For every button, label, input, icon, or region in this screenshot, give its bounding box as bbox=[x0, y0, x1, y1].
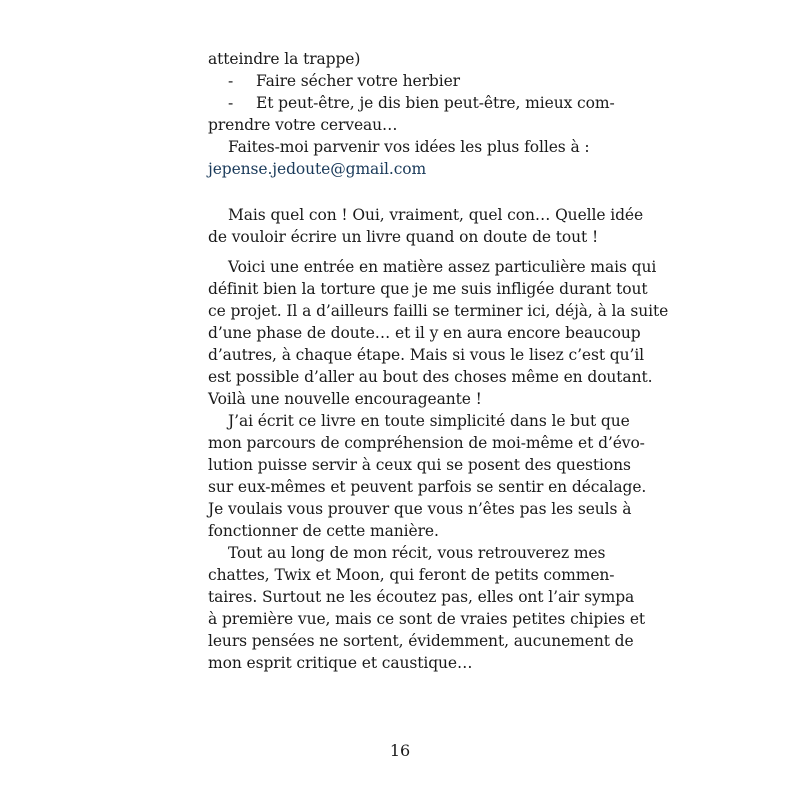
paragraph-line: sur eux-mêmes et peuvent parfois se sentir en décalage. bbox=[208, 478, 647, 496]
paragraph-line: Voici une entrée en matière assez particulière mais qui bbox=[228, 258, 657, 276]
text-line: atteindre la trappe) bbox=[208, 50, 361, 68]
paragraph-line: chattes, Twix et Moon, qui feront de petits commen- bbox=[208, 566, 615, 584]
paragraph-line: à première vue, mais ce sont de vraies petites chipies et bbox=[208, 610, 646, 628]
paragraph-line: mon parcours de compréhension de moi-même et d’évo- bbox=[208, 434, 645, 452]
email-link[interactable]: jepense.jedoute@gmail.com bbox=[208, 160, 427, 178]
paragraph-line: taires. Surtout ne les écoutez pas, elles ont l’air sympa bbox=[208, 588, 635, 606]
bullet-text: Et peut-être, je dis bien peut-être, mieux com- bbox=[256, 94, 615, 112]
paragraph-line: de vouloir écrire un livre quand on doute de tout ! bbox=[208, 228, 599, 246]
paragraph-line: est possible d’aller au bout des choses même en doutant. bbox=[208, 368, 653, 386]
paragraph-line: leurs pensées ne sortent, évidemment, aucunement de bbox=[208, 632, 634, 650]
paragraph-line: d’une phase de doute… et il y en aura encore beaucoup bbox=[208, 324, 641, 342]
bullet-dash: - bbox=[228, 94, 234, 112]
contact-line: Faites-moi parvenir vos idées les plus folles à : bbox=[228, 138, 590, 156]
paragraph-line: définit bien la torture que je me suis infligée durant tout bbox=[208, 280, 648, 298]
paragraph-line: Mais quel con ! Oui, vraiment, quel con… Quelle idée bbox=[228, 206, 644, 224]
text-line: prendre votre cerveau… bbox=[208, 116, 398, 134]
paragraph-line: Voilà une nouvelle encourageante ! bbox=[208, 390, 482, 408]
bullet-dash: - bbox=[228, 72, 234, 90]
bullet-text: Faire sécher votre herbier bbox=[256, 72, 460, 90]
paragraph-line: Tout au long de mon récit, vous retrouverez mes bbox=[228, 544, 606, 562]
paragraph-line: ce projet. Il a d’ailleurs failli se terminer ici, déjà, à la suite bbox=[208, 302, 669, 320]
paragraph-line: lution puisse servir à ceux qui se posent des questions bbox=[208, 456, 631, 474]
page-number: 16 bbox=[389, 741, 411, 760]
paragraph-line: Je voulais vous prouver que vous n’êtes pas les seuls à bbox=[208, 500, 632, 518]
paragraph-line: d’autres, à chaque étape. Mais si vous le lisez c’est qu’il bbox=[208, 346, 645, 364]
paragraph-line: J’ai écrit ce livre en toute simplicité dans le but que bbox=[228, 412, 630, 430]
paragraph-line: fonctionner de cette manière. bbox=[208, 522, 439, 540]
paragraph-line: mon esprit critique et caustique… bbox=[208, 654, 473, 672]
